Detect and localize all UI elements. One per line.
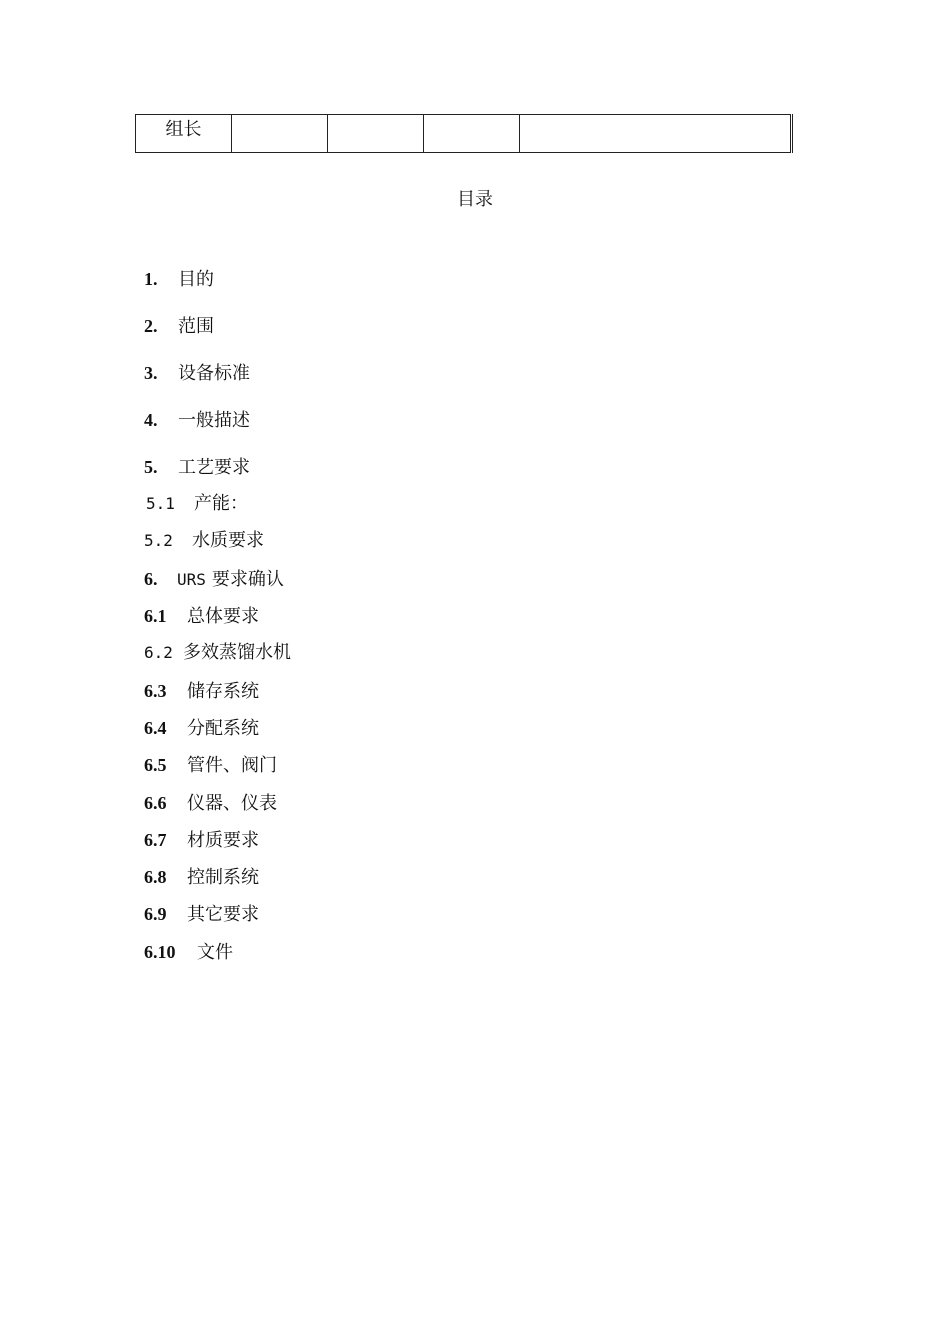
toc-item-number: 5.1 (146, 494, 175, 513)
toc-item-number: 6. (144, 569, 158, 589)
toc-item-label: 总体要求 (187, 606, 259, 627)
table-cell (328, 115, 424, 153)
signature-table (135, 114, 793, 153)
toc-item-number: 6.3 (144, 681, 167, 701)
toc-item-number: 2. (144, 316, 158, 336)
toc-item-label: 范围 (178, 316, 214, 337)
toc-item-6-5 (144, 752, 277, 779)
table-cell (424, 115, 520, 153)
toc-item-label: 水质要求 (192, 530, 264, 551)
toc-item-number: 6.1 (144, 606, 167, 626)
toc-item-label: 仪器、仪表 (187, 793, 277, 814)
toc-item-6-10 (144, 939, 233, 966)
toc-item-label: 目的 (178, 269, 214, 290)
toc-item-6-4 (144, 715, 259, 742)
toc-item-label: 材质要求 (187, 830, 259, 851)
toc-item-6-1 (144, 603, 259, 630)
toc-item-2 (144, 313, 214, 340)
toc-item-label: 产能： (194, 493, 248, 514)
table-cell-role: 组长 (136, 115, 232, 153)
toc-item-number: 1. (144, 269, 158, 289)
toc-item-label: 一般描述 (178, 410, 250, 431)
toc-item-4 (144, 407, 250, 434)
toc-item-label: 设备标准 (178, 363, 250, 384)
toc-item-number: 5. (144, 457, 158, 477)
toc-item-label: 分配系统 (187, 718, 259, 739)
toc-item-3 (144, 360, 250, 387)
toc-item-6-2 (144, 640, 291, 666)
toc-item-number: 4. (144, 410, 158, 430)
toc-item-5-1 (146, 491, 248, 517)
toc-item-5-2 (144, 528, 264, 554)
toc-item-label: 控制系统 (187, 867, 259, 888)
table-cell (232, 115, 328, 153)
toc-item-label: 要求确认 (211, 569, 284, 590)
toc-item-label: 多效蒸馏水机 (183, 642, 291, 663)
toc-item-6 (144, 566, 284, 593)
toc-item-label: 工艺要求 (178, 457, 250, 478)
table-cell (520, 115, 792, 153)
toc-item-number: 6.4 (144, 718, 167, 738)
toc-item-6-6 (144, 790, 277, 817)
toc-item-label-prefix: URS (177, 570, 206, 589)
toc-item-number: 6.2 (144, 643, 173, 662)
toc-title: 目录 (457, 189, 493, 210)
toc-item-label: 文件 (197, 942, 233, 963)
toc-item-6-7 (144, 827, 259, 854)
toc-item-number: 3. (144, 363, 158, 383)
toc-item-label: 其它要求 (187, 904, 259, 925)
toc-item-number: 6.10 (144, 942, 176, 962)
toc-item-label: 储存系统 (187, 681, 259, 702)
toc-item-number: 6.9 (144, 904, 167, 924)
toc-item-5 (144, 454, 250, 481)
toc-item-number: 5.2 (144, 531, 173, 550)
toc-item-1 (144, 266, 214, 293)
toc-item-number: 6.7 (144, 830, 167, 850)
toc-item-number: 6.8 (144, 867, 167, 887)
toc-item-number: 6.6 (144, 793, 167, 813)
toc-item-6-8 (144, 864, 259, 891)
toc-item-6-3 (144, 678, 259, 705)
toc-item-label: 管件、阀门 (187, 755, 277, 776)
signature-row (136, 115, 792, 153)
toc-item-6-9 (144, 901, 259, 928)
toc-item-number: 6.5 (144, 755, 167, 775)
